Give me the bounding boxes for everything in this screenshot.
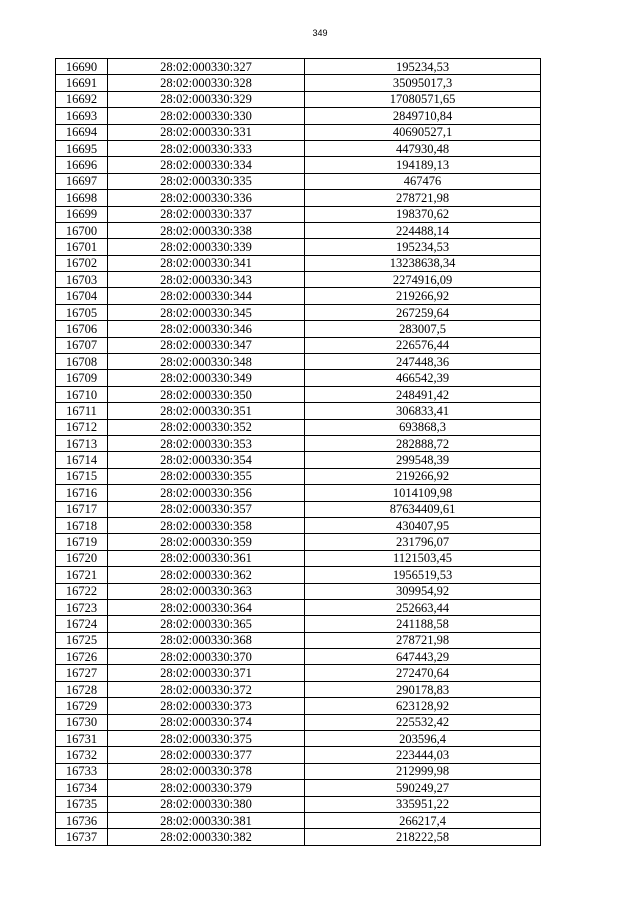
table-row xyxy=(56,599,541,615)
table-row xyxy=(56,206,541,222)
row-number-cell: 16725 xyxy=(56,632,108,648)
row-number-cell: 16692 xyxy=(56,91,108,107)
cadastral-number-cell: 28:02:000330:355 xyxy=(108,468,305,484)
cadastral-value-cell: 430407,95 xyxy=(305,517,541,533)
cadastral-number-cell: 28:02:000330:345 xyxy=(108,304,305,320)
row-number-cell: 16715 xyxy=(56,468,108,484)
row-number-cell: 16728 xyxy=(56,681,108,697)
table-row xyxy=(56,583,541,599)
cadastral-value-cell: 195234,53 xyxy=(305,59,541,75)
row-number-cell: 16729 xyxy=(56,698,108,714)
row-number-cell: 16722 xyxy=(56,583,108,599)
cadastral-number-cell: 28:02:000330:346 xyxy=(108,321,305,337)
cadastral-number-cell: 28:02:000330:333 xyxy=(108,140,305,156)
cadastral-value-cell: 693868,3 xyxy=(305,419,541,435)
cadastral-number-cell: 28:02:000330:338 xyxy=(108,222,305,238)
cadastral-number-cell: 28:02:000330:358 xyxy=(108,517,305,533)
table-row xyxy=(56,419,541,435)
cadastral-number-cell: 28:02:000330:335 xyxy=(108,173,305,189)
row-number-cell: 16727 xyxy=(56,665,108,681)
table-row xyxy=(56,517,541,533)
row-number-cell: 16721 xyxy=(56,567,108,583)
page-number: 349 xyxy=(312,28,328,38)
cadastral-value-cell: 13238638,34 xyxy=(305,255,541,271)
table-row xyxy=(56,501,541,517)
table-row xyxy=(56,403,541,419)
cadastral-number-cell: 28:02:000330:354 xyxy=(108,452,305,468)
row-number-cell: 16723 xyxy=(56,599,108,615)
cadastral-value-cell: 241188,58 xyxy=(305,616,541,632)
cadastral-value-cell: 195234,53 xyxy=(305,239,541,255)
table-row xyxy=(56,468,541,484)
cadastral-value-cell: 247448,36 xyxy=(305,354,541,370)
row-number-cell: 16694 xyxy=(56,124,108,140)
table-row xyxy=(56,173,541,189)
cadastral-value-cell: 590249,27 xyxy=(305,780,541,796)
cadastral-value-cell: 267259,64 xyxy=(305,304,541,320)
cadastral-number-cell: 28:02:000330:341 xyxy=(108,255,305,271)
row-number-cell: 16705 xyxy=(56,304,108,320)
row-number-cell: 16734 xyxy=(56,780,108,796)
cadastral-number-cell: 28:02:000330:382 xyxy=(108,829,305,845)
row-number-cell: 16732 xyxy=(56,747,108,763)
row-number-cell: 16714 xyxy=(56,452,108,468)
row-number-cell: 16712 xyxy=(56,419,108,435)
cadastral-value-cell: 231796,07 xyxy=(305,534,541,550)
cadastral-value-cell: 623128,92 xyxy=(305,698,541,714)
cadastral-number-cell: 28:02:000330:359 xyxy=(108,534,305,550)
cadastral-value-cell: 219266,92 xyxy=(305,468,541,484)
cadastral-value-cell: 647443,29 xyxy=(305,649,541,665)
table-row xyxy=(56,681,541,697)
row-number-cell: 16706 xyxy=(56,321,108,337)
cadastral-value-cell: 194189,13 xyxy=(305,157,541,173)
cadastral-value-cell: 1121503,45 xyxy=(305,550,541,566)
cadastral-value-cell: 282888,72 xyxy=(305,435,541,451)
table-row xyxy=(56,534,541,550)
cadastral-value-cell: 290178,83 xyxy=(305,681,541,697)
cadastral-number-cell: 28:02:000330:368 xyxy=(108,632,305,648)
table-row xyxy=(56,337,541,353)
cadastral-value-cell: 283007,5 xyxy=(305,321,541,337)
table-row xyxy=(56,272,541,288)
row-number-cell: 16719 xyxy=(56,534,108,550)
row-number-cell: 16709 xyxy=(56,370,108,386)
cadastral-value-cell: 1956519,53 xyxy=(305,567,541,583)
cadastral-value-cell: 272470,64 xyxy=(305,665,541,681)
cadastral-value-cell: 40690527,1 xyxy=(305,124,541,140)
table-row xyxy=(56,75,541,91)
cadastral-value-cell: 203596,4 xyxy=(305,731,541,747)
table-row xyxy=(56,157,541,173)
cadastral-number-cell: 28:02:000330:374 xyxy=(108,714,305,730)
table-row xyxy=(56,780,541,796)
table-row xyxy=(56,796,541,812)
row-number-cell: 16713 xyxy=(56,435,108,451)
cadastral-number-cell: 28:02:000330:343 xyxy=(108,272,305,288)
table-row xyxy=(56,288,541,304)
cadastral-number-cell: 28:02:000330:353 xyxy=(108,435,305,451)
row-number-cell: 16720 xyxy=(56,550,108,566)
cadastral-value-cell: 335951,22 xyxy=(305,796,541,812)
row-number-cell: 16696 xyxy=(56,157,108,173)
cadastral-number-cell: 28:02:000330:377 xyxy=(108,747,305,763)
cadastral-value-cell: 87634409,61 xyxy=(305,501,541,517)
cadastral-value-cell: 309954,92 xyxy=(305,583,541,599)
row-number-cell: 16711 xyxy=(56,403,108,419)
table-row xyxy=(56,665,541,681)
table-row xyxy=(56,435,541,451)
cadastral-value-cell: 35095017,3 xyxy=(305,75,541,91)
cadastral-value-cell: 266217,4 xyxy=(305,812,541,828)
table-row xyxy=(56,124,541,140)
table-body xyxy=(56,59,541,846)
table-row xyxy=(56,190,541,206)
cadastral-value-cell: 224488,14 xyxy=(305,222,541,238)
cadastral-value-table xyxy=(55,58,541,846)
table-row xyxy=(56,354,541,370)
cadastral-value-cell: 226576,44 xyxy=(305,337,541,353)
cadastral-number-cell: 28:02:000330:329 xyxy=(108,91,305,107)
table-row xyxy=(56,370,541,386)
table-row xyxy=(56,321,541,337)
table-row xyxy=(56,731,541,747)
cadastral-number-cell: 28:02:000330:328 xyxy=(108,75,305,91)
cadastral-value-cell: 466542,39 xyxy=(305,370,541,386)
row-number-cell: 16718 xyxy=(56,517,108,533)
cadastral-number-cell: 28:02:000330:351 xyxy=(108,403,305,419)
row-number-cell: 16707 xyxy=(56,337,108,353)
table-row xyxy=(56,108,541,124)
cadastral-value-cell: 278721,98 xyxy=(305,190,541,206)
row-number-cell: 16699 xyxy=(56,206,108,222)
row-number-cell: 16704 xyxy=(56,288,108,304)
table-row xyxy=(56,649,541,665)
table-row xyxy=(56,698,541,714)
row-number-cell: 16703 xyxy=(56,272,108,288)
table-row xyxy=(56,386,541,402)
row-number-cell: 16710 xyxy=(56,386,108,402)
cadastral-value-cell: 306833,41 xyxy=(305,403,541,419)
table-row xyxy=(56,140,541,156)
row-number-cell: 16736 xyxy=(56,812,108,828)
cadastral-number-cell: 28:02:000330:373 xyxy=(108,698,305,714)
cadastral-number-cell: 28:02:000330:375 xyxy=(108,731,305,747)
row-number-cell: 16690 xyxy=(56,59,108,75)
row-number-cell: 16716 xyxy=(56,485,108,501)
cadastral-number-cell: 28:02:000330:362 xyxy=(108,567,305,583)
table-row xyxy=(56,714,541,730)
table-row xyxy=(56,567,541,583)
cadastral-number-cell: 28:02:000330:347 xyxy=(108,337,305,353)
cadastral-number-cell: 28:02:000330:357 xyxy=(108,501,305,517)
cadastral-value-cell: 278721,98 xyxy=(305,632,541,648)
cadastral-number-cell: 28:02:000330:334 xyxy=(108,157,305,173)
cadastral-value-cell: 223444,03 xyxy=(305,747,541,763)
cadastral-number-cell: 28:02:000330:339 xyxy=(108,239,305,255)
cadastral-number-cell: 28:02:000330:363 xyxy=(108,583,305,599)
table-row xyxy=(56,632,541,648)
table-row xyxy=(56,812,541,828)
cadastral-value-cell: 2274916,09 xyxy=(305,272,541,288)
cadastral-number-cell: 28:02:000330:361 xyxy=(108,550,305,566)
row-number-cell: 16717 xyxy=(56,501,108,517)
cadastral-number-cell: 28:02:000330:350 xyxy=(108,386,305,402)
table-row xyxy=(56,829,541,845)
cadastral-number-cell: 28:02:000330:327 xyxy=(108,59,305,75)
row-number-cell: 16695 xyxy=(56,140,108,156)
row-number-cell: 16735 xyxy=(56,796,108,812)
row-number-cell: 16698 xyxy=(56,190,108,206)
cadastral-value-cell: 252663,44 xyxy=(305,599,541,615)
row-number-cell: 16731 xyxy=(56,731,108,747)
row-number-cell: 16737 xyxy=(56,829,108,845)
table-row xyxy=(56,255,541,271)
table-row xyxy=(56,763,541,779)
row-number-cell: 16726 xyxy=(56,649,108,665)
cadastral-number-cell: 28:02:000330:331 xyxy=(108,124,305,140)
cadastral-number-cell: 28:02:000330:364 xyxy=(108,599,305,615)
row-number-cell: 16701 xyxy=(56,239,108,255)
cadastral-number-cell: 28:02:000330:352 xyxy=(108,419,305,435)
cadastral-number-cell: 28:02:000330:349 xyxy=(108,370,305,386)
table-row xyxy=(56,485,541,501)
cadastral-number-cell: 28:02:000330:371 xyxy=(108,665,305,681)
cadastral-number-cell: 28:02:000330:336 xyxy=(108,190,305,206)
cadastral-number-cell: 28:02:000330:370 xyxy=(108,649,305,665)
cadastral-value-cell: 248491,42 xyxy=(305,386,541,402)
row-number-cell: 16733 xyxy=(56,763,108,779)
cadastral-number-cell: 28:02:000330:379 xyxy=(108,780,305,796)
cadastral-number-cell: 28:02:000330:381 xyxy=(108,812,305,828)
cadastral-number-cell: 28:02:000330:365 xyxy=(108,616,305,632)
row-number-cell: 16693 xyxy=(56,108,108,124)
cadastral-number-cell: 28:02:000330:378 xyxy=(108,763,305,779)
row-number-cell: 16724 xyxy=(56,616,108,632)
cadastral-value-cell: 2849710,84 xyxy=(305,108,541,124)
table-row xyxy=(56,550,541,566)
table-row xyxy=(56,616,541,632)
cadastral-number-cell: 28:02:000330:380 xyxy=(108,796,305,812)
table-row xyxy=(56,304,541,320)
cadastral-value-cell: 218222,58 xyxy=(305,829,541,845)
cadastral-number-cell: 28:02:000330:330 xyxy=(108,108,305,124)
cadastral-number-cell: 28:02:000330:337 xyxy=(108,206,305,222)
cadastral-value-cell: 225532,42 xyxy=(305,714,541,730)
cadastral-value-cell: 447930,48 xyxy=(305,140,541,156)
cadastral-number-cell: 28:02:000330:372 xyxy=(108,681,305,697)
table-row xyxy=(56,59,541,75)
cadastral-value-cell: 1014109,98 xyxy=(305,485,541,501)
cadastral-number-cell: 28:02:000330:344 xyxy=(108,288,305,304)
cadastral-value-cell: 17080571,65 xyxy=(305,91,541,107)
table-row xyxy=(56,91,541,107)
cadastral-value-cell: 219266,92 xyxy=(305,288,541,304)
row-number-cell: 16708 xyxy=(56,354,108,370)
row-number-cell: 16691 xyxy=(56,75,108,91)
row-number-cell: 16700 xyxy=(56,222,108,238)
cadastral-value-cell: 299548,39 xyxy=(305,452,541,468)
cadastral-value-cell: 467476 xyxy=(305,173,541,189)
table-row xyxy=(56,239,541,255)
table-row xyxy=(56,452,541,468)
cadastral-number-cell: 28:02:000330:348 xyxy=(108,354,305,370)
cadastral-value-cell: 212999,98 xyxy=(305,763,541,779)
table-row xyxy=(56,747,541,763)
cadastral-number-cell: 28:02:000330:356 xyxy=(108,485,305,501)
row-number-cell: 16697 xyxy=(56,173,108,189)
table-row xyxy=(56,222,541,238)
row-number-cell: 16702 xyxy=(56,255,108,271)
row-number-cell: 16730 xyxy=(56,714,108,730)
cadastral-value-cell: 198370,62 xyxy=(305,206,541,222)
